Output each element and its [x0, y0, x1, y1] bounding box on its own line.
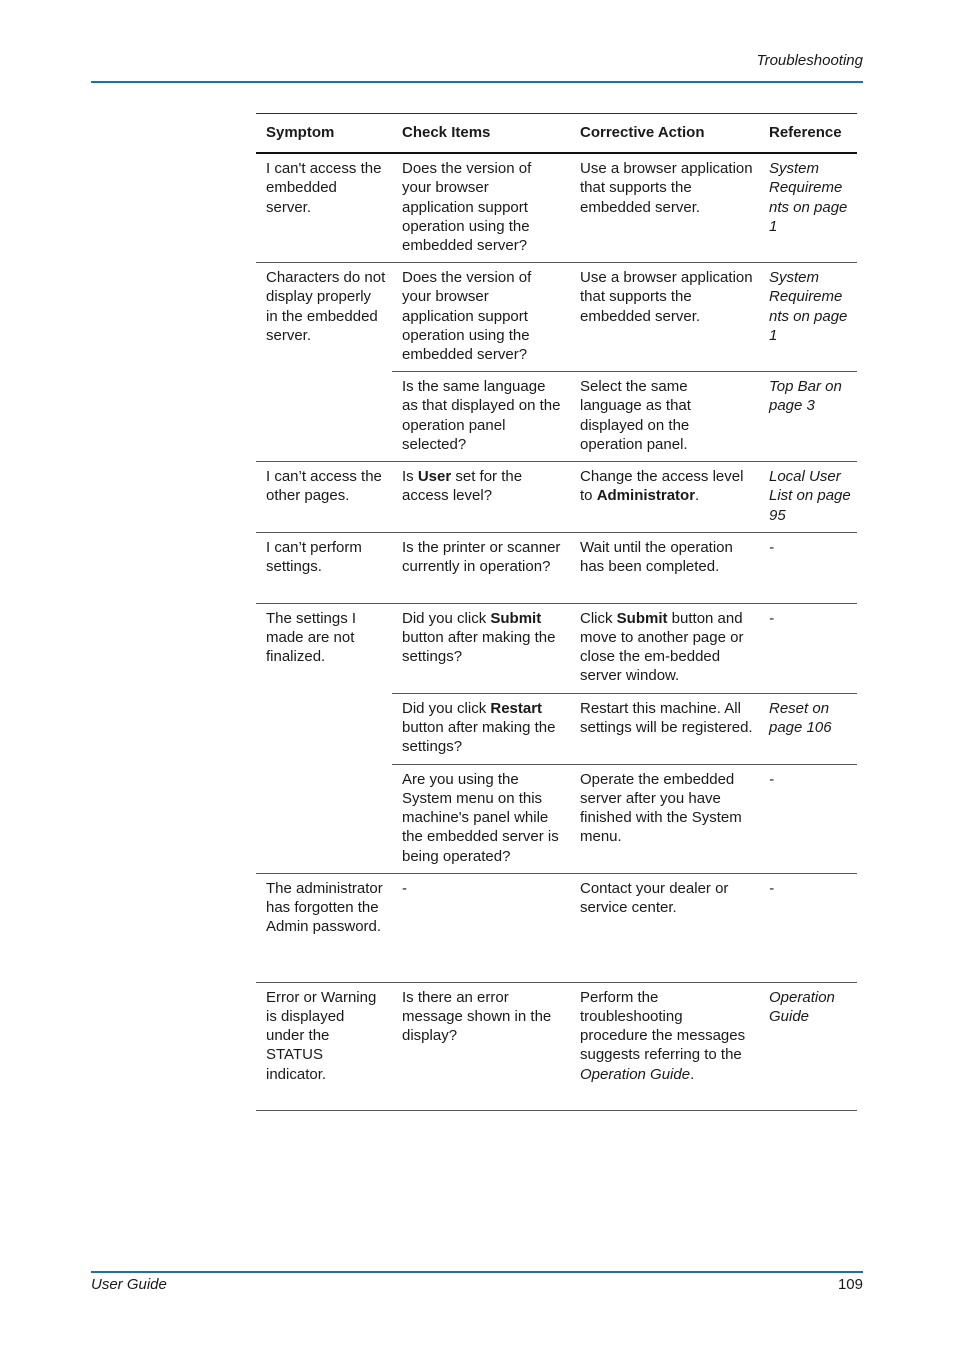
check-cell — [392, 462, 570, 533]
check-text: Did you click — [402, 699, 491, 717]
check-cell: Does the version of your browser application support operation using the embedded server? — [392, 153, 570, 263]
check-text: Did you click — [402, 609, 491, 627]
table-row — [256, 982, 857, 1110]
action-cell: Use a browser application that supports the embedded server. — [570, 263, 759, 372]
check-cell: Does the version of your browser application support operation using the embedded server? — [392, 263, 570, 372]
check-cell: Is there an error message shown in the display? — [392, 982, 570, 1110]
check-bold-text: Submit — [490, 609, 542, 627]
check-cell: Are you using the System menu on this machine's panel while the embedded server is being operated? — [392, 764, 570, 873]
check-bold-text: User — [417, 468, 452, 486]
check-cell — [392, 603, 570, 693]
check-text: Is — [402, 468, 418, 486]
action-cell: Contact your dealer or service center. — [570, 873, 759, 982]
table-row — [256, 603, 857, 693]
action-text: Click — [580, 609, 617, 627]
action-cell — [570, 603, 759, 693]
action-text: Change the access level to — [580, 468, 744, 505]
page-number: 109 — [837, 1276, 863, 1293]
footer-rule — [91, 1271, 863, 1273]
reference-cell: System Requireme nts on page 1 — [759, 153, 857, 263]
footer-title: User Guide — [91, 1276, 167, 1293]
column-header-corrective-action: Corrective Action — [570, 114, 759, 154]
check-text: button after making the settings? — [402, 629, 556, 666]
action-text: . — [695, 487, 700, 505]
column-header-reference: Reference — [759, 114, 857, 154]
table-row — [256, 153, 857, 263]
symptom-cell: Characters do not display properly in the embedded server. — [256, 263, 392, 462]
action-bold-text: Submit — [616, 609, 668, 627]
table-header-row — [256, 114, 857, 154]
reference-cell: Operation Guide — [759, 982, 857, 1110]
reference-cell: - — [759, 873, 857, 982]
action-text: button and move to another page or close the em-bedded server window. — [580, 609, 744, 685]
symptom-cell: The administrator has forgotten the Admin password. — [256, 873, 392, 982]
symptom-cell: Error or Warning is displayed under the STATUS indicator. — [256, 982, 392, 1110]
action-cell: Select the same language as that displayed on the operation panel. — [570, 372, 759, 462]
symptom-cell: I can’t access the other pages. — [256, 462, 392, 533]
header-rule — [91, 81, 863, 83]
action-cell: Wait until the operation has been completed. — [570, 532, 759, 603]
reference-cell: Reset on page 106 — [759, 693, 857, 764]
check-bold-text: Restart — [490, 699, 543, 717]
reference-cell: Local User List on page 95 — [759, 462, 857, 533]
action-cell — [570, 462, 759, 533]
action-cell: Use a browser application that supports the embedded server. — [570, 153, 759, 263]
action-text: Perform the troubleshooting procedure the messages suggests referring to the — [580, 988, 746, 1064]
column-header-check-items: Check Items — [392, 114, 570, 154]
table-row — [256, 532, 857, 603]
troubleshooting-table — [256, 113, 857, 1111]
check-cell — [392, 693, 570, 764]
symptom-cell: The settings I made are not finalized. — [256, 603, 392, 873]
check-cell: Is the printer or scanner currently in operation? — [392, 532, 570, 603]
running-header: Troubleshooting — [756, 52, 863, 69]
reference-cell: - — [759, 764, 857, 873]
action-cell — [570, 982, 759, 1110]
action-cell: Operate the embedded server after you have finished with the System menu. — [570, 764, 759, 873]
check-text: button after making the settings? — [402, 719, 556, 756]
check-cell: Is the same language as that displayed on the operation panel selected? — [392, 372, 570, 462]
reference-cell: - — [759, 603, 857, 693]
check-text: set for the access level? — [402, 468, 523, 505]
reference-cell: - — [759, 532, 857, 603]
table-row — [256, 873, 857, 982]
reference-cell: System Requireme nts on page 1 — [759, 263, 857, 372]
symptom-cell: I can't access the embedded server. — [256, 153, 392, 263]
action-italic-text: Operation Guide — [580, 1065, 691, 1083]
action-text: . — [690, 1065, 695, 1083]
action-cell: Restart this machine. All settings will be registered. — [570, 693, 759, 764]
table-row — [256, 462, 857, 533]
action-bold-text: Administrator — [596, 487, 696, 505]
table-row — [256, 263, 857, 372]
column-header-symptom: Symptom — [256, 114, 392, 154]
check-cell: - — [392, 873, 570, 982]
reference-cell: Top Bar on page 3 — [759, 372, 857, 462]
symptom-cell: I can’t perform settings. — [256, 532, 392, 603]
